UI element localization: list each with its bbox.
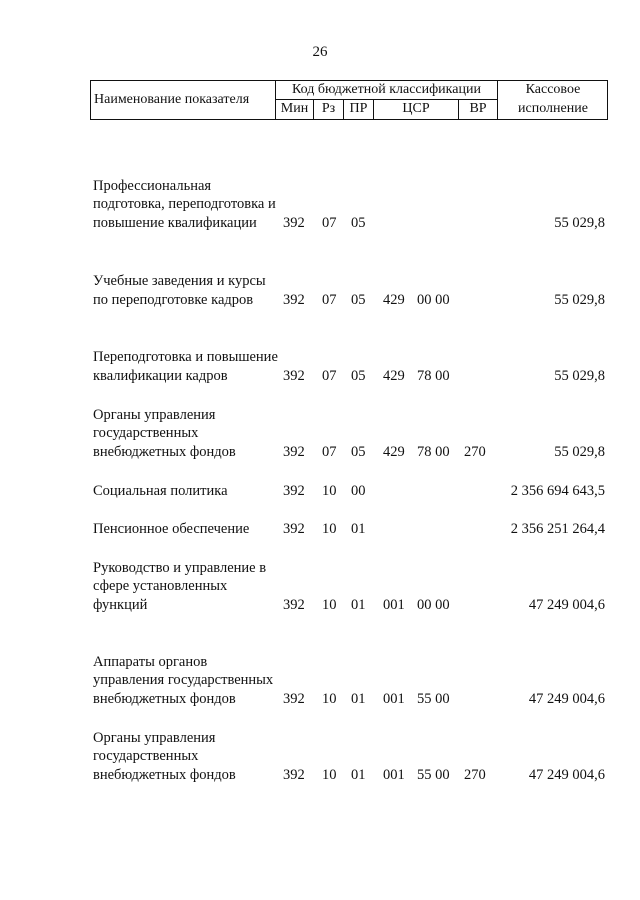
header-rz: Рз bbox=[321, 101, 336, 116]
table-header bbox=[90, 80, 608, 120]
row-amount: 55 029,8 bbox=[554, 291, 605, 308]
page-number: 26 bbox=[312, 44, 328, 60]
table-row bbox=[93, 140, 613, 232]
table-row bbox=[93, 253, 613, 309]
row-amount: 55 029,8 bbox=[554, 367, 605, 384]
row-amount: 2 356 251 264,4 bbox=[510, 520, 605, 537]
row-rz: 07 bbox=[322, 367, 337, 384]
row-name: Руководство и управление в сфере установленных функций bbox=[93, 559, 267, 613]
row-amount: 47 249 004,6 bbox=[528, 596, 605, 613]
table-row bbox=[93, 518, 613, 538]
row-pr: 01 bbox=[351, 766, 366, 783]
header-vr: ВР bbox=[469, 101, 487, 116]
row-pr: 01 bbox=[351, 690, 366, 707]
row-pr: 05 bbox=[351, 291, 366, 308]
row-pr: 01 bbox=[351, 520, 366, 537]
row-vr: 270 bbox=[464, 443, 486, 460]
row-csr-part1: 429 bbox=[383, 443, 405, 460]
row-vr: 270 bbox=[464, 766, 486, 783]
row-csr-part2: 78 00 bbox=[417, 443, 450, 460]
row-rz: 10 bbox=[322, 482, 337, 499]
row-pr: 05 bbox=[351, 443, 366, 460]
row-csr-part1: 429 bbox=[383, 367, 405, 384]
row-csr-part1: 001 bbox=[383, 596, 405, 613]
row-rz: 10 bbox=[322, 520, 337, 537]
row-name: Пенсионное обеспечение bbox=[93, 520, 250, 537]
row-name: Органы управления государственных внебюджетных фондов bbox=[93, 729, 236, 783]
row-rz: 07 bbox=[322, 291, 337, 308]
row-rz: 10 bbox=[322, 596, 337, 613]
row-min: 392 bbox=[283, 482, 305, 499]
row-amount: 55 029,8 bbox=[554, 443, 605, 460]
row-csr-part2: 00 00 bbox=[417, 596, 450, 613]
row-rz: 07 bbox=[322, 443, 337, 460]
row-name: Органы управления государственных внебюджетных фондов bbox=[93, 406, 236, 460]
row-csr-part2: 00 00 bbox=[417, 291, 450, 308]
header-csr: ЦСР bbox=[402, 101, 430, 116]
row-csr-part2: 55 00 bbox=[417, 690, 450, 707]
row-pr: 00 bbox=[351, 482, 366, 499]
header-pr: ПР bbox=[349, 101, 368, 116]
row-csr-part1: 001 bbox=[383, 766, 405, 783]
row-amount: 47 249 004,6 bbox=[528, 766, 605, 783]
row-name: Профессиональная подготовка, переподготовка и повышение квалификации bbox=[93, 177, 276, 231]
row-min: 392 bbox=[283, 520, 305, 537]
row-csr-part1: 001 bbox=[383, 690, 405, 707]
row-min: 392 bbox=[283, 596, 305, 613]
row-pr: 01 bbox=[351, 596, 366, 613]
row-min: 392 bbox=[283, 766, 305, 783]
row-min: 392 bbox=[283, 443, 305, 460]
row-pr: 05 bbox=[351, 367, 366, 384]
row-csr-part2: 55 00 bbox=[417, 766, 450, 783]
row-pr: 05 bbox=[351, 214, 366, 231]
row-amount: 55 029,8 bbox=[554, 214, 605, 231]
header-code-group: Код бюджетной классификации bbox=[292, 82, 481, 97]
row-name: Переподготовка и повышение квалификации кадров bbox=[93, 349, 278, 384]
row-min: 392 bbox=[283, 291, 305, 308]
header-amount-line1: Кассовое bbox=[525, 82, 581, 97]
row-min: 392 bbox=[283, 367, 305, 384]
table-row bbox=[93, 728, 613, 784]
row-amount: 47 249 004,6 bbox=[528, 690, 605, 707]
row-rz: 07 bbox=[322, 214, 337, 231]
table-row bbox=[93, 634, 613, 708]
row-rz: 10 bbox=[322, 690, 337, 707]
header-amount-line2: исполнение bbox=[518, 101, 588, 116]
row-name: Аппараты органов управления государственных внебюджетных фондов bbox=[93, 653, 274, 707]
row-rz: 10 bbox=[322, 766, 337, 783]
row-min: 392 bbox=[283, 690, 305, 707]
row-csr-part2: 78 00 bbox=[417, 367, 450, 384]
row-amount: 2 356 694 643,5 bbox=[510, 482, 605, 499]
row-name: Учебные заведения и курсы по переподготовке кадров bbox=[93, 273, 266, 308]
row-name: Социальная политика bbox=[93, 482, 228, 499]
table-row bbox=[93, 480, 613, 500]
table-row bbox=[93, 558, 613, 614]
row-csr-part1: 429 bbox=[383, 291, 405, 308]
header-name: Наименование показателя bbox=[94, 92, 250, 107]
row-min: 392 bbox=[283, 214, 305, 231]
table-row bbox=[93, 405, 613, 461]
header-min: Мин bbox=[280, 101, 309, 116]
table-row bbox=[93, 329, 613, 385]
